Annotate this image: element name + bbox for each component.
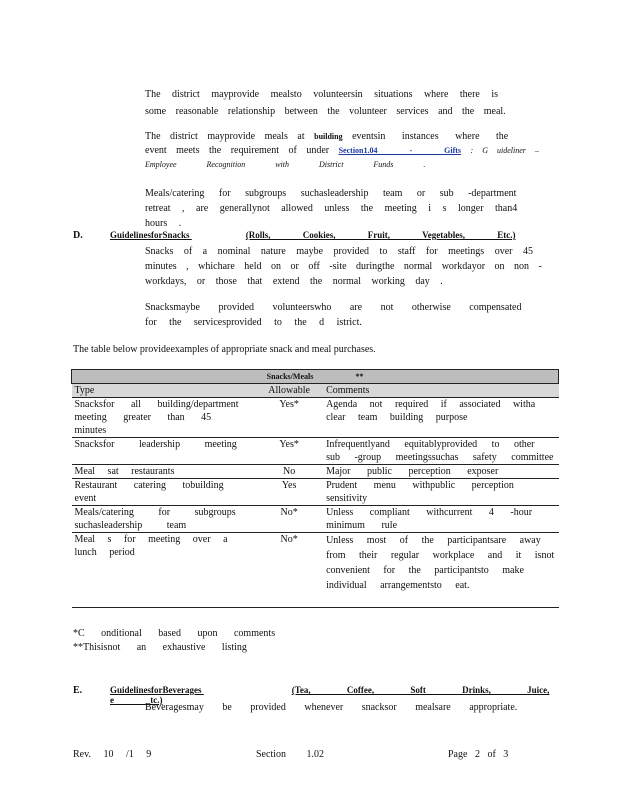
paragraph-text: eventsin instances where the — [352, 131, 509, 142]
section-link-gifts[interactable]: Section1.04 - Gifts — [338, 146, 462, 155]
footer-revision: Rev. 10 /1 9 — [73, 749, 152, 760]
bullet-paragraph-snacks-volunteers — [145, 300, 545, 330]
footer-page-number: Page 2 of 3 — [448, 749, 509, 760]
section-title: GuidelinesforBeverages — [110, 685, 202, 695]
cell-allowable: Yes* — [255, 398, 323, 438]
cell-comments: Prudent menu withpublic perception sensitivity — [323, 479, 558, 506]
cell-comments: Infrequentlyand equitablyprovided to other sub -group meetingssuchas safety committee — [323, 438, 558, 465]
section-title: GuidelinesforSnacks — [110, 230, 190, 240]
table-row — [72, 438, 559, 465]
cell-allowable: Yes — [255, 479, 323, 506]
cell-allowable: No* — [255, 506, 323, 533]
footer-section: Section 1.02 — [256, 749, 324, 760]
snacks-meals-table — [71, 369, 559, 608]
bullet-paragraph-beverages: Beveragesmay be provided whenever snacksor mealsare appropriate. — [145, 702, 518, 713]
section-title-examples: (Rolls, Cookies, Fruit, Vegetables, Etc.) — [245, 230, 516, 240]
table-intro-text: The table below provideexamples of appropriate snack and meal purchases. — [73, 344, 376, 355]
cell-type: Meal s for meeting over a lunch period — [72, 533, 256, 608]
table-row — [72, 533, 559, 608]
bullet-paragraph-volunteer-meals — [145, 86, 540, 120]
bullet-paragraph-building-events — [145, 130, 545, 172]
paragraph-line: retreat , are generallynot allowed unless the meeting i s longer than4 hours . — [145, 203, 518, 229]
section-letter: E. — [73, 685, 83, 696]
paragraph-line: some reasonable relationship between the volunteer services and the meal. — [145, 106, 506, 117]
paragraph-line: Snacksmaybe provided volunteerswho are not otherwise compensated — [145, 302, 522, 313]
note-conditional: *C onditional based upon comments — [73, 628, 276, 639]
paragraph-text: event meets the requirement of under — [145, 145, 330, 156]
paragraph-line: The district mayprovide mealsto volunteersin situations where there is — [145, 89, 499, 100]
paragraph-bold-text: building — [314, 132, 343, 141]
paragraph-line: workdays, or those that extend the normal working day . — [145, 276, 443, 287]
section-title-examples: (Tea, Coffee, Soft Drinks, Juice, e tc.) — [110, 685, 550, 705]
cell-allowable: No — [255, 465, 323, 479]
bullet-paragraph-subgroup-meals — [145, 186, 545, 231]
section-heading-snacks — [110, 230, 530, 240]
note-not-exhaustive: **Thisisnot an exhaustive listing — [73, 642, 247, 653]
paragraph-text: The district mayprovide meals at — [145, 131, 305, 142]
paragraph-text: : G uideliner – — [470, 146, 539, 155]
cell-type: Snacksfor leadership meeting — [72, 438, 256, 465]
paragraph-line: Snacks of a nominal nature maybe provided to staff for meetings over 45 — [145, 246, 533, 257]
section-letter: D. — [73, 230, 83, 241]
column-header-comments: Comments — [323, 384, 558, 398]
cell-comments: Unless compliant withcurrent 4 -hour minimum rule — [323, 506, 558, 533]
cell-comments: Major public perception exposer — [323, 465, 558, 479]
paragraph-line: minutes , whichare held on or off -site duringthe normal workdayor on non - — [145, 261, 542, 272]
cell-allowable: Yes* — [255, 438, 323, 465]
cell-type: Restaurant catering tobuilding event — [72, 479, 256, 506]
paragraph-line: Meals/catering for subgroups suchasleadership team or sub -department — [145, 188, 517, 199]
table-row — [72, 398, 559, 438]
column-header-type: Type — [72, 384, 256, 398]
table-header-row — [72, 384, 559, 398]
cell-type: Meal sat restaurants — [72, 465, 256, 479]
table-notes — [73, 627, 275, 655]
cell-comments: Unless most of the participantsare away from their regular workplace and it isnot convenient for the participantsto make individual arrangementsto eat. — [323, 533, 558, 608]
table-row — [72, 506, 559, 533]
column-header-allowable: Allowable — [255, 384, 323, 398]
cell-type: Meals/catering for subgroups suchasleadership team — [72, 506, 256, 533]
cell-comments: Agenda not required if associated witha clear team building purpose — [323, 398, 558, 438]
cell-type: Snacksfor all building/department meeting greater than 45 minutes — [72, 398, 256, 438]
paragraph-italic-line: Employee Recognition with District Funds . — [145, 160, 426, 169]
bullet-paragraph-snacks-staff — [145, 244, 555, 289]
table-caption: Snacks/Meals ** — [72, 370, 559, 384]
table-row — [72, 479, 559, 506]
paragraph-line: for the servicesprovided to the d istrict. — [145, 317, 362, 328]
cell-allowable: No* — [255, 533, 323, 608]
table-row — [72, 465, 559, 479]
